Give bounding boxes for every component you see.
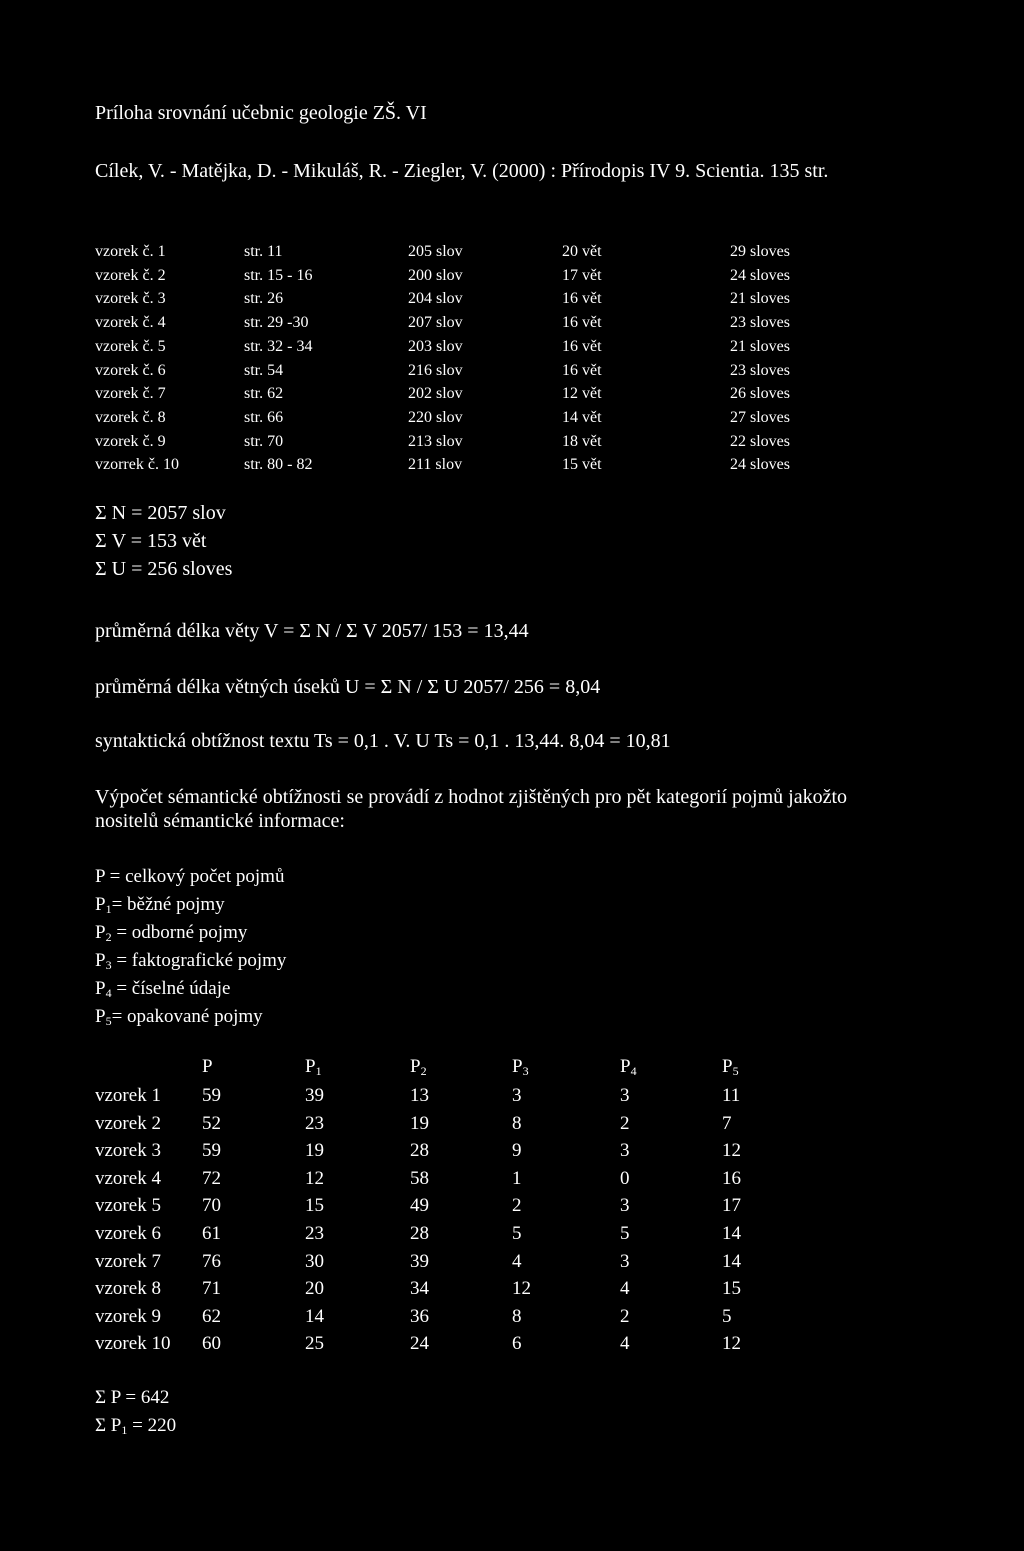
table-cell: 17 bbox=[722, 1195, 741, 1217]
bibliographic-reference: Cílek, V. - Matějka, D. - Mikuláš, R. - Ziegler, V. (2000) : Přírodopis IV 9. Scientia. 135 str. bbox=[95, 160, 829, 182]
word-count: 204 slov bbox=[408, 290, 463, 308]
word-count: 203 slov bbox=[408, 337, 463, 355]
table-cell: 23 bbox=[305, 1112, 324, 1134]
concept-symbol: P bbox=[95, 1006, 106, 1027]
table-cell: 19 bbox=[410, 1112, 429, 1134]
verb-count: 21 sloves bbox=[730, 337, 790, 355]
row-label: vzorek 3 bbox=[95, 1140, 161, 1162]
column-header bbox=[410, 1056, 427, 1079]
word-count: 205 slov bbox=[408, 243, 463, 260]
table-cell: 9 bbox=[512, 1140, 522, 1162]
concept-sum-line bbox=[95, 1415, 176, 1438]
table-cell: 11 bbox=[722, 1085, 741, 1106]
sample-label: vzorek č. 1 bbox=[95, 243, 166, 260]
row-label: vzorek 7 bbox=[95, 1250, 161, 1272]
sample-label: vzorek č. 8 bbox=[95, 408, 166, 426]
row-label: vzorek 10 bbox=[95, 1333, 171, 1355]
table-cell: 61 bbox=[202, 1223, 221, 1244]
table-cell: 5 bbox=[512, 1223, 522, 1244]
sentence-count: 16 vět bbox=[562, 290, 602, 308]
sum-value: = 642 bbox=[125, 1387, 170, 1408]
concept-symbol: P bbox=[95, 950, 106, 971]
table-cell: 36 bbox=[410, 1305, 429, 1327]
table-cell: 5 bbox=[620, 1223, 630, 1244]
table-cell: 2 bbox=[512, 1195, 522, 1217]
verb-count: 24 sloves bbox=[730, 456, 790, 474]
sentence-count: 16 vět bbox=[562, 314, 602, 332]
table-cell: 6 bbox=[512, 1333, 522, 1355]
definition-line bbox=[95, 950, 286, 973]
table-cell: 20 bbox=[305, 1278, 324, 1300]
definition-line bbox=[95, 866, 284, 888]
page-range: str. 54 bbox=[244, 361, 284, 379]
table-cell: 15 bbox=[722, 1278, 741, 1300]
table-cell: 23 bbox=[305, 1223, 324, 1244]
page-range: str. 32 - 34 bbox=[244, 337, 313, 355]
sentence-count: 20 vět bbox=[562, 243, 602, 260]
page-range: str. 70 bbox=[244, 432, 284, 450]
sum-verbs: Σ U = 256 sloves bbox=[95, 558, 233, 580]
table-cell: 72 bbox=[202, 1167, 221, 1189]
table-cell: 76 bbox=[202, 1250, 221, 1272]
word-count: 220 slov bbox=[408, 408, 463, 426]
definition-line bbox=[95, 894, 225, 917]
verb-count: 23 sloves bbox=[730, 314, 790, 332]
table-cell: 15 bbox=[305, 1195, 324, 1217]
column-header bbox=[620, 1056, 637, 1079]
sentence-count: 15 vět bbox=[562, 456, 602, 474]
sentence-count: 16 vět bbox=[562, 361, 602, 379]
column-header-symbol: P bbox=[410, 1056, 421, 1077]
sum-subscript: 1 bbox=[121, 1423, 128, 1437]
table-cell: 13 bbox=[410, 1085, 429, 1106]
table-cell: 12 bbox=[722, 1140, 741, 1162]
page-range: str. 26 bbox=[244, 290, 284, 308]
verb-count: 26 sloves bbox=[730, 385, 790, 403]
row-label: vzorek 1 bbox=[95, 1085, 161, 1106]
table-cell: 14 bbox=[722, 1223, 741, 1244]
concept-subscript: 5 bbox=[105, 1014, 112, 1028]
table-cell: 59 bbox=[202, 1085, 221, 1106]
row-label: vzorek 4 bbox=[95, 1167, 161, 1189]
sum-prefix: Σ P bbox=[95, 1415, 122, 1436]
table-cell: 19 bbox=[305, 1140, 324, 1162]
sentence-count: 17 vět bbox=[562, 266, 602, 284]
verb-count: 23 sloves bbox=[730, 361, 790, 379]
semantic-paragraph-line-1: Výpočet sémantické obtížnosti se provádí z hodnot zjištěných pro pět kategorií pojmů jakožto bbox=[95, 786, 848, 808]
table-cell: 59 bbox=[202, 1140, 221, 1162]
table-cell: 3 bbox=[620, 1085, 630, 1106]
table-cell: 4 bbox=[620, 1278, 630, 1300]
sample-label: vzorrek č. 10 bbox=[95, 456, 179, 474]
sample-label: vzorek č. 5 bbox=[95, 337, 166, 355]
table-cell: 62 bbox=[202, 1305, 221, 1327]
column-header-symbol: P bbox=[202, 1056, 213, 1077]
table-cell: 60 bbox=[202, 1333, 221, 1355]
definition-line bbox=[95, 922, 247, 945]
concept-symbol: P bbox=[95, 866, 105, 887]
document-title: Príloha srovnání učebnic geologie ZŠ. VI bbox=[95, 102, 427, 124]
avg-clause-length-formula: průměrná délka větných úseků U = Σ N / Σ U 2057/ 256 = 8,04 bbox=[95, 676, 601, 698]
column-header-subscript: 5 bbox=[732, 1064, 739, 1078]
column-header-symbol: P bbox=[305, 1056, 316, 1077]
table-cell: 4 bbox=[620, 1333, 630, 1355]
concept-subscript: 2 bbox=[105, 930, 112, 944]
table-cell: 5 bbox=[722, 1305, 732, 1327]
word-count: 213 slov bbox=[408, 432, 463, 450]
table-cell: 2 bbox=[620, 1112, 630, 1134]
row-label: vzorek 5 bbox=[95, 1195, 161, 1217]
column-header-symbol: P bbox=[620, 1056, 631, 1077]
table-cell: 71 bbox=[202, 1278, 221, 1300]
row-label: vzorek 6 bbox=[95, 1223, 161, 1244]
row-label: vzorek 9 bbox=[95, 1305, 161, 1327]
sample-label: vzorek č. 3 bbox=[95, 290, 166, 308]
verb-count: 22 sloves bbox=[730, 432, 790, 450]
table-cell: 4 bbox=[512, 1250, 522, 1272]
table-cell: 3 bbox=[512, 1085, 522, 1106]
column-header-subscript: 3 bbox=[522, 1064, 529, 1078]
page-range: str. 80 - 82 bbox=[244, 456, 313, 474]
table-cell: 39 bbox=[305, 1085, 324, 1106]
table-cell: 14 bbox=[722, 1250, 741, 1272]
sample-label: vzorek č. 2 bbox=[95, 266, 166, 284]
definition-line bbox=[95, 978, 230, 1001]
sample-label: vzorek č. 7 bbox=[95, 385, 166, 403]
table-cell: 70 bbox=[202, 1195, 221, 1217]
table-cell: 58 bbox=[410, 1167, 429, 1189]
page-range: str. 15 - 16 bbox=[244, 266, 313, 284]
sample-label: vzorek č. 9 bbox=[95, 432, 166, 450]
table-cell: 0 bbox=[620, 1167, 630, 1189]
column-header bbox=[512, 1056, 529, 1079]
sentence-count: 16 vět bbox=[562, 337, 602, 355]
table-cell: 12 bbox=[305, 1167, 324, 1189]
concept-symbol: P bbox=[95, 978, 106, 999]
verb-count: 29 sloves bbox=[730, 243, 790, 260]
table-cell: 3 bbox=[620, 1140, 630, 1162]
word-count: 200 slov bbox=[408, 266, 463, 284]
column-header-subscript: 1 bbox=[315, 1064, 322, 1078]
syntactic-difficulty-formula: syntaktická obtížnost textu Ts = 0,1 . V. U Ts = 0,1 . 13,44. 8,04 = 10,81 bbox=[95, 730, 671, 752]
table-cell: 16 bbox=[722, 1167, 741, 1189]
definition-text: = opakované pojmy bbox=[111, 1006, 263, 1027]
sentence-count: 12 vět bbox=[562, 385, 602, 403]
row-label: vzorek 2 bbox=[95, 1112, 161, 1134]
table-cell: 30 bbox=[305, 1250, 324, 1272]
verb-count: 27 sloves bbox=[730, 408, 790, 426]
table-cell: 12 bbox=[512, 1278, 531, 1300]
page-range: str. 11 bbox=[244, 243, 283, 260]
page-range: str. 29 -30 bbox=[244, 314, 309, 332]
table-cell: 7 bbox=[722, 1112, 732, 1134]
table-cell: 14 bbox=[305, 1305, 324, 1327]
sum-value: = 220 bbox=[127, 1415, 177, 1436]
semantic-paragraph-line-2: nositelů sémantické informace: bbox=[95, 810, 345, 832]
table-cell: 1 bbox=[512, 1167, 522, 1189]
sample-label: vzorek č. 6 bbox=[95, 361, 166, 379]
table-cell: 39 bbox=[410, 1250, 429, 1272]
concept-subscript: 3 bbox=[105, 958, 112, 972]
word-count: 216 slov bbox=[408, 361, 463, 379]
concept-subscript: 1 bbox=[105, 902, 112, 916]
table-cell: 49 bbox=[410, 1195, 429, 1217]
page-range: str. 62 bbox=[244, 385, 284, 403]
table-cell: 3 bbox=[620, 1250, 630, 1272]
table-cell: 2 bbox=[620, 1305, 630, 1327]
concept-subscript: 4 bbox=[105, 986, 112, 1000]
table-cell: 3 bbox=[620, 1195, 630, 1217]
table-cell: 8 bbox=[512, 1112, 522, 1134]
sum-prefix: Σ P bbox=[95, 1387, 126, 1408]
definition-line bbox=[95, 1006, 263, 1029]
column-header-subscript: 2 bbox=[420, 1064, 427, 1078]
definition-text: = běžné pojmy bbox=[111, 894, 225, 915]
sample-label: vzorek č. 4 bbox=[95, 314, 166, 332]
concept-symbol: P bbox=[95, 894, 106, 915]
concept-sum-line bbox=[95, 1387, 169, 1409]
avg-sentence-length-formula: průměrná délka věty V = Σ N / Σ V 2057/ 153 = 13,44 bbox=[95, 620, 529, 642]
sum-sentences: Σ V = 153 vět bbox=[95, 530, 207, 552]
column-header bbox=[202, 1056, 213, 1078]
column-header-symbol: P bbox=[512, 1056, 523, 1077]
word-count: 211 slov bbox=[408, 456, 463, 474]
definition-text: = faktografické pojmy bbox=[111, 950, 287, 971]
verb-count: 24 sloves bbox=[730, 266, 790, 284]
table-cell: 52 bbox=[202, 1112, 221, 1134]
definition-text: = odborné pojmy bbox=[111, 922, 248, 943]
concept-symbol: P bbox=[95, 922, 106, 943]
column-header bbox=[305, 1056, 322, 1079]
table-cell: 24 bbox=[410, 1333, 429, 1355]
sum-words: Σ N = 2057 slov bbox=[95, 502, 226, 524]
row-label: vzorek 8 bbox=[95, 1278, 161, 1300]
table-cell: 12 bbox=[722, 1333, 741, 1355]
definition-text: = číselné údaje bbox=[111, 978, 231, 999]
page-range: str. 66 bbox=[244, 408, 284, 426]
definition-text: = celkový počet pojmů bbox=[104, 866, 285, 887]
column-header bbox=[722, 1056, 739, 1079]
column-header-symbol: P bbox=[722, 1056, 733, 1077]
table-cell: 34 bbox=[410, 1278, 429, 1300]
table-cell: 28 bbox=[410, 1140, 429, 1162]
word-count: 207 slov bbox=[408, 314, 463, 332]
table-cell: 25 bbox=[305, 1333, 324, 1355]
sentence-count: 18 vět bbox=[562, 432, 602, 450]
table-cell: 28 bbox=[410, 1223, 429, 1244]
sentence-count: 14 vět bbox=[562, 408, 602, 426]
word-count: 202 slov bbox=[408, 385, 463, 403]
verb-count: 21 sloves bbox=[730, 290, 790, 308]
column-header-subscript: 4 bbox=[630, 1064, 637, 1078]
table-cell: 8 bbox=[512, 1305, 522, 1327]
